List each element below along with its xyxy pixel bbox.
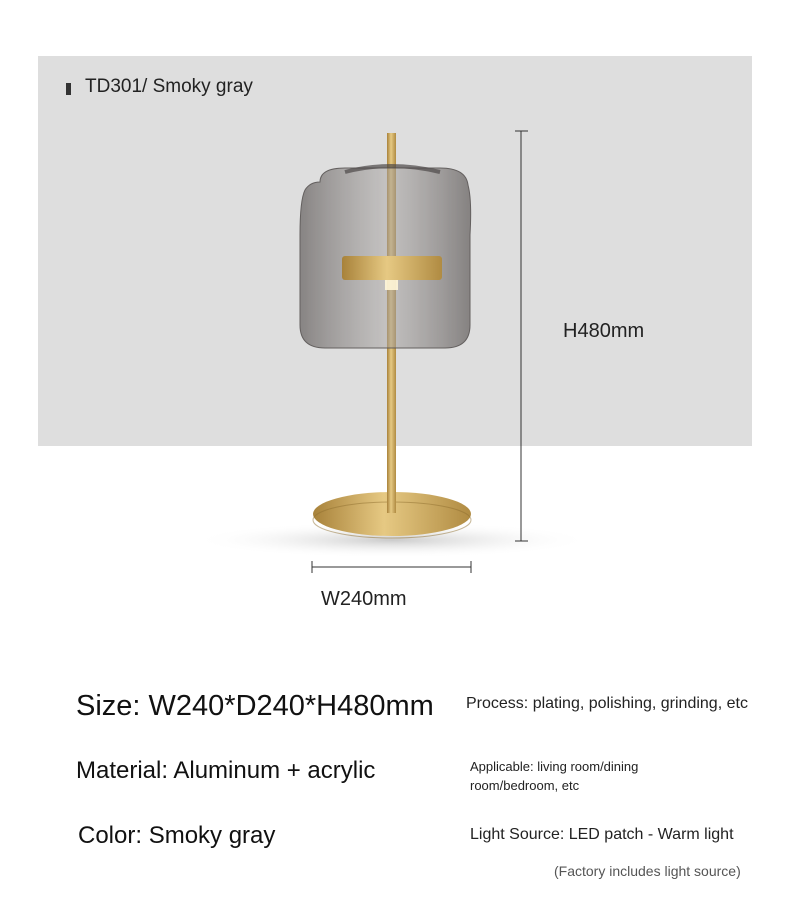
spec-light-source: Light Source: LED patch - Warm light [470, 826, 734, 843]
model-label: TD301/ Smoky gray [85, 76, 253, 97]
spec-size: Size: W240*D240*H480mm [76, 690, 434, 722]
height-label: H480mm [563, 320, 645, 342]
spec-note: (Factory includes light source) [554, 863, 741, 879]
lamp-gold-disc [342, 256, 442, 280]
spec-color: Color: Smoky gray [78, 822, 276, 849]
spec-material: Material: Aluminum + acrylic [76, 757, 376, 784]
width-label: W240mm [321, 588, 407, 610]
spec-applicable: Applicable: living room/dining room/bedroom, etc [470, 759, 639, 793]
lamp-led-glow [385, 280, 398, 290]
spec-process: Process: plating, polishing, grinding, etc [466, 695, 748, 712]
